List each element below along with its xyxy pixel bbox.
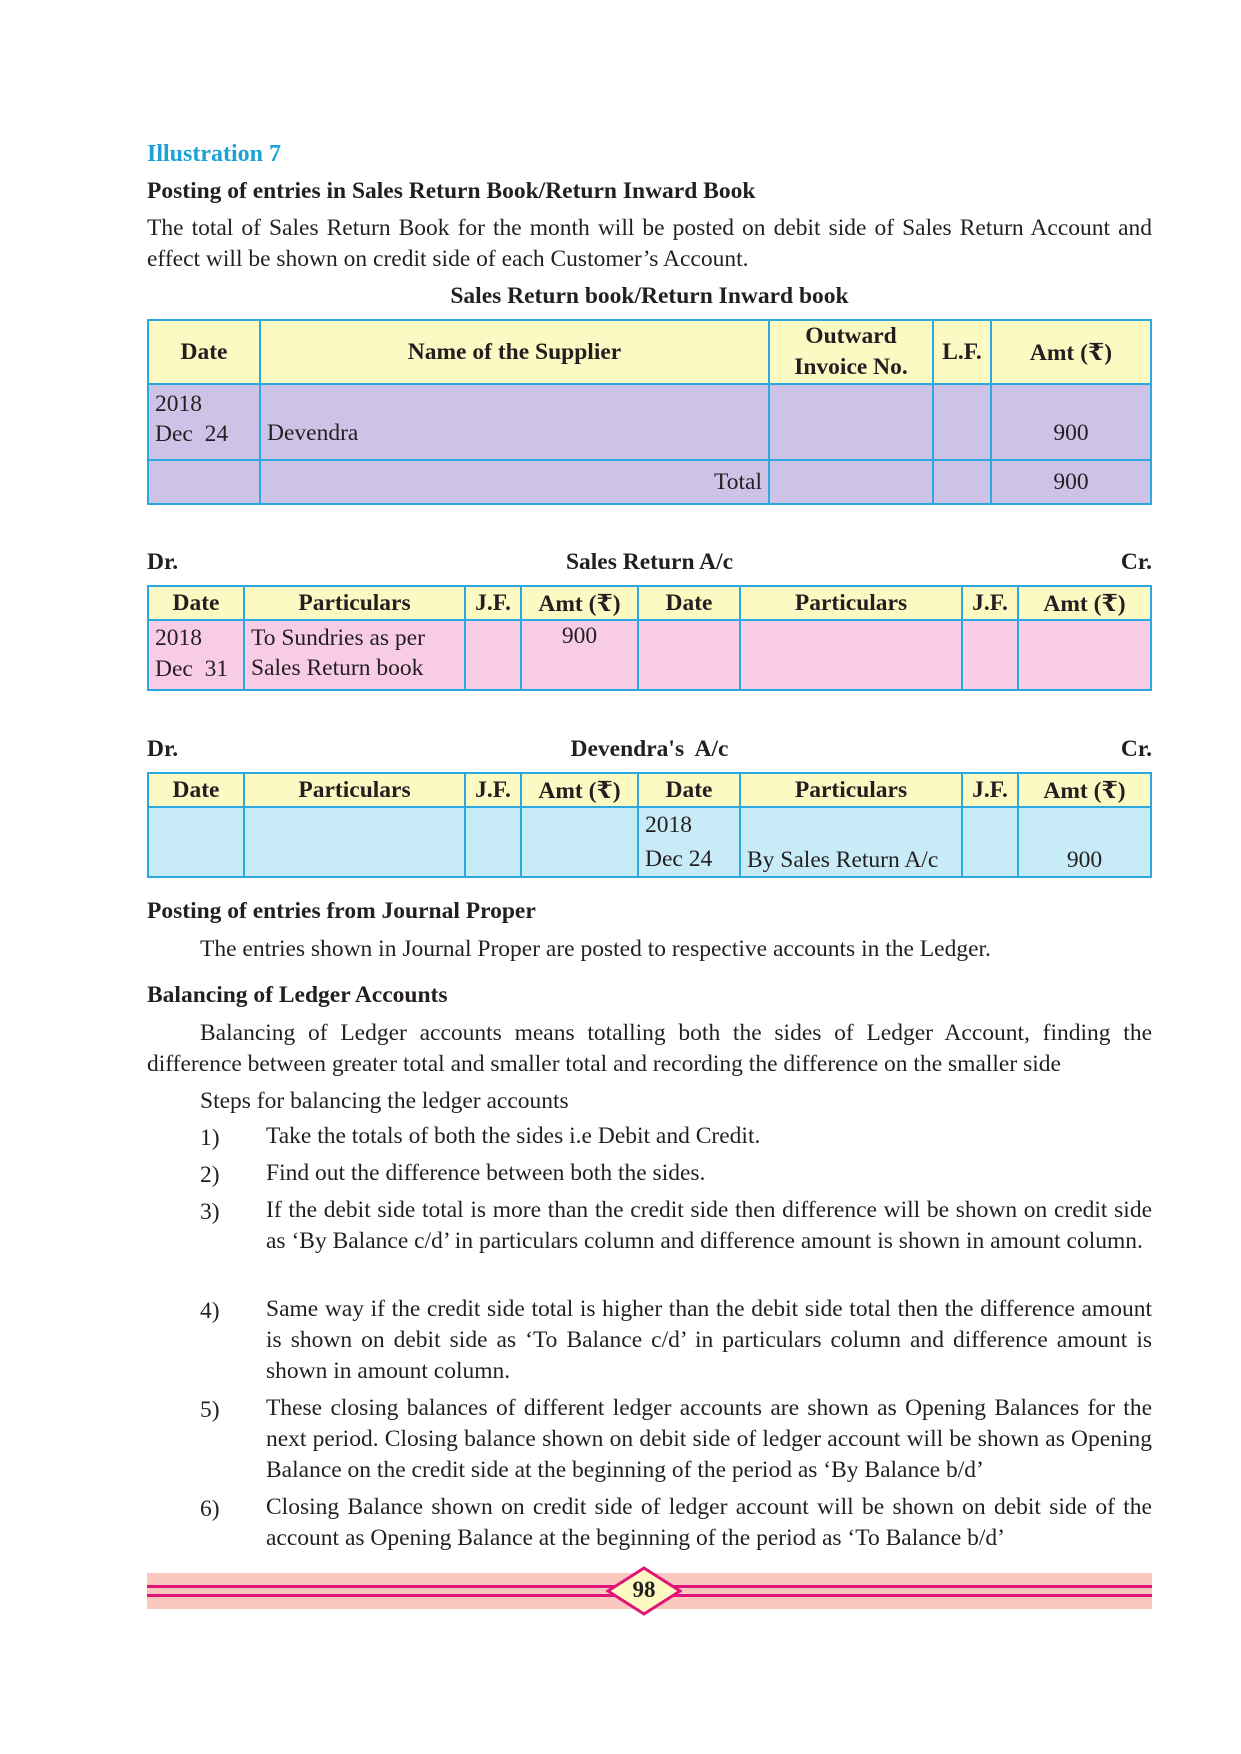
row-date: Dec 24 xyxy=(155,421,229,447)
table-row xyxy=(148,807,1151,877)
section-heading-balancing: Balancing of Ledger Accounts xyxy=(147,982,448,1008)
col-header-jf: J.F. xyxy=(465,586,521,620)
col-header-amount: Amt (₹) xyxy=(1018,586,1151,620)
step-text: If the debit side total is more than the credit side then difference will be shown on credit side as ‘By Balance c/d’ in particulars column and difference amount is shown in amount column. xyxy=(266,1197,1152,1254)
col-header-particulars: Particulars xyxy=(740,773,962,807)
col-header-particulars: Particulars xyxy=(244,773,465,807)
col-header-amount: Amt (₹) xyxy=(521,773,638,807)
step-number: 3) xyxy=(200,1199,220,1225)
col-header-invoice: Outward Invoice No. xyxy=(769,320,933,384)
credit-year: 2018 xyxy=(645,812,692,838)
credit-particulars: By Sales Return A/c xyxy=(740,807,962,877)
dr-label: Dr. xyxy=(147,549,179,575)
section-heading-sales-return: Posting of entries in Sales Return Book/Return Inward Book xyxy=(147,178,756,204)
section-paragraph-journal-proper: The entries shown in Journal Proper are posted to respective accounts in the Ledger. xyxy=(200,936,991,962)
sales-return-book-table xyxy=(147,319,1152,505)
col-header-jf: J.F. xyxy=(962,586,1018,620)
col-header-amount: Amt (₹) xyxy=(991,320,1151,384)
page-number: 98 xyxy=(632,1577,656,1602)
section-paragraph-sales-return: The total of Sales Return Book for the month will be posted on debit side of Sales Return Account and effect will be shown on credit side of each Customer’s Account. xyxy=(147,215,1152,272)
col-header-jf: J.F. xyxy=(962,773,1018,807)
step-text: Same way if the credit side total is higher than the debit side total then the difference amount is shown on debit side as ‘To Balance c/d’ in particulars column and difference amount is shown in amount column. xyxy=(266,1296,1152,1384)
col-header-particulars: Particulars xyxy=(740,586,962,620)
col-header-date: Date xyxy=(148,320,260,384)
step-text: Closing Balance shown on credit side of ledger account will be shown on debit side of the account as Opening Balance at the beginning of the period as ‘To Balance b/d’ xyxy=(266,1494,1152,1551)
debit-particulars-line2: Sales Return book xyxy=(251,655,424,681)
step-text: Find out the difference between both the sides. xyxy=(266,1160,706,1186)
section-heading-journal-proper: Posting of entries from Journal Proper xyxy=(147,898,536,924)
col-header-date: Date xyxy=(638,773,740,807)
row-lf xyxy=(933,384,991,460)
devendra-ac-title: Devendra's A/c xyxy=(570,736,729,762)
illustration-title: Illustration 7 xyxy=(147,141,282,167)
credit-amount: 900 xyxy=(1018,807,1151,877)
col-header-particulars: Particulars xyxy=(244,586,465,620)
col-header-amount: Amt (₹) xyxy=(1018,773,1151,807)
row-year: 2018 xyxy=(155,391,202,417)
steps-intro: Steps for balancing the ledger accounts xyxy=(200,1088,569,1114)
step-number: 5) xyxy=(200,1397,220,1423)
dr-label: Dr. xyxy=(147,736,179,762)
sales-return-book-title: Sales Return book/Return Inward book xyxy=(450,283,849,309)
total-label: Total xyxy=(260,460,769,504)
table-row xyxy=(148,620,1151,690)
table-row xyxy=(148,384,1151,460)
debit-date: Dec 31 xyxy=(155,656,229,682)
section-paragraph-balancing: Balancing of Ledger accounts means totalling both the sides of Ledger Account, finding the difference between greater total and smaller total and recording the difference on the smaller side xyxy=(147,1020,1152,1077)
cr-label: Cr. xyxy=(1120,549,1152,575)
col-header-date: Date xyxy=(148,586,244,620)
debit-particulars-line1: To Sundries as per xyxy=(251,625,425,651)
col-header-amount: Amt (₹) xyxy=(521,586,638,620)
col-header-lf: L.F. xyxy=(933,320,991,384)
row-invoice xyxy=(769,384,933,460)
debit-year: 2018 xyxy=(155,625,202,651)
sales-return-ac-title: Sales Return A/c xyxy=(565,549,734,575)
total-amount: 900 xyxy=(991,460,1151,504)
step-number: 2) xyxy=(200,1162,220,1188)
row-supplier-name: Devendra xyxy=(260,384,769,460)
col-header-supplier: Name of the Supplier xyxy=(260,320,769,384)
col-header-date: Date xyxy=(148,773,244,807)
credit-date: Dec 24 xyxy=(645,846,713,872)
step-text: Take the totals of both the sides i.e Debit and Credit. xyxy=(266,1123,761,1149)
debit-amount: 900 xyxy=(521,620,638,690)
col-header-date: Date xyxy=(638,586,740,620)
row-amount: 900 xyxy=(991,384,1151,460)
col-header-jf: J.F. xyxy=(465,773,521,807)
devendra-ledger-table xyxy=(147,772,1152,878)
total-row xyxy=(148,460,1151,504)
sales-return-ledger-table xyxy=(147,585,1152,691)
cr-label: Cr. xyxy=(1120,736,1152,762)
step-number: 4) xyxy=(200,1298,220,1324)
step-number: 6) xyxy=(200,1496,220,1522)
step-number: 1) xyxy=(200,1125,220,1151)
step-text: These closing balances of different ledger accounts are shown as Opening Balances for the next period. Closing balance shown on debit side of ledger account will be shown as Opening Balance on the credit side at the beginning of the period as ‘By Balance b/d’ xyxy=(266,1395,1152,1483)
